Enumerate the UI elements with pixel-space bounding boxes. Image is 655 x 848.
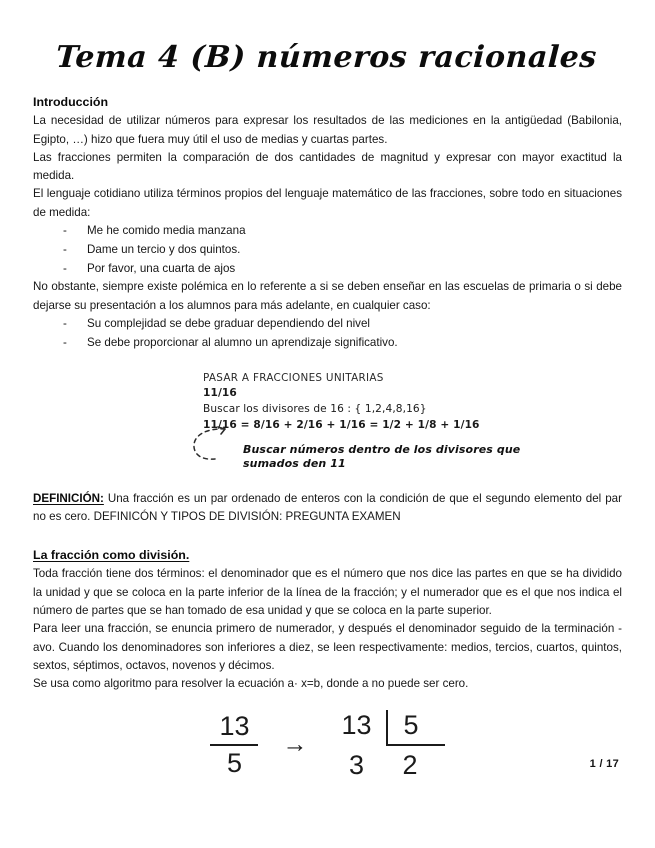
fraction-13-5 xyxy=(210,711,258,778)
fd-paragraph-2: Para leer una fracción, se enuncia primero de numerador, y después el denominador seguido de la terminación -avo. Cuando los denominadores son inferiores a diez, se leen respectivamente: medios, tercios, cuartos, quintos, sextos, séptimos, octavos, novenos y décimos. xyxy=(33,622,622,672)
fraction-numerator: 13 xyxy=(219,711,250,741)
division-figure xyxy=(33,710,622,780)
definicion-label: DEFINICIÓN: xyxy=(33,491,104,505)
list-item: - Me he comido media manzana xyxy=(63,222,622,241)
intro-paragraph-2: Las fracciones permiten la comparación de dos cantidades de magnitud y expresar con mayor exactitud la medida. xyxy=(33,150,622,183)
note-decomposition: 11/16 = 8/16 + 2/16 + 1/16 = 1/2 + 1/8 + 1/16 xyxy=(203,419,480,432)
division-dividend: 13 xyxy=(341,709,372,740)
page-title: Tema 4 (B) números racionales xyxy=(55,40,598,75)
intro-paragraph-4: No obstante, siempre existe polémica en lo referente a si se deben enseñar en las escuelas de primaria o si debe dejarse su presentación a los alumnos para más adelante, en cualquier caso: xyxy=(33,280,622,312)
list-item: - Su complejidad se debe graduar dependiendo del nivel xyxy=(63,315,622,334)
definicion-text: Una fracción es un par ordenado de enteros con la condición de que el segundo elemento del par no es cero. DEFINICÓN Y TIPOS DE DIVISIÓN: PREGUNTA EXAMEN xyxy=(33,491,622,524)
fd-paragraph-3: Se usa como algoritmo para resolver la ecuación a· x=b, donde a no puede ser cero. xyxy=(33,677,469,691)
note-fraction: 11/16 xyxy=(203,387,237,400)
considerations-list xyxy=(33,315,622,353)
note-divisors: Buscar los divisores de 16 : { 1,2,4,8,16} xyxy=(203,403,427,416)
list-item: - Se debe proporcionar al alumno un aprendizaje significativo. xyxy=(63,334,622,353)
long-division xyxy=(331,710,444,780)
fraction-denominator: 5 xyxy=(226,748,242,779)
division-divisor: 5 xyxy=(386,710,445,746)
fd-paragraph-1: Toda fracción tiene dos términos: el denominador que es el número que nos dice las partes en que se ha dividido la unidad y que se coloca en la parte inferior de la línea de la fracción; y el numerador que es el que nos indica el número de partes que se han tomado de esa unidad y que se coloca en la parte superior. xyxy=(33,567,622,617)
examples-list xyxy=(33,222,622,278)
note-title: PASAR A FRACCIONES UNITARIAS xyxy=(203,371,384,384)
heading-fraccion-como-division: La fracción como división. xyxy=(33,547,190,562)
list-item: - Por favor, una cuarta de ajos xyxy=(63,260,622,279)
note-callout: Buscar números dentro de los divisores que sumados den 11 xyxy=(243,442,521,471)
handwritten-note xyxy=(33,371,622,472)
right-arrow-icon: → xyxy=(282,730,308,759)
list-item: - Dame un tercio y dos quintos. xyxy=(63,241,622,260)
division-quotient: 2 xyxy=(402,749,418,780)
definicion-paragraph xyxy=(33,490,622,527)
intro-paragraph-1: La necesidad de utilizar números para expresar los resultados de las mediciones en la antigüedad (Babilonia, Egipto, …) hizo que fuera muy útil el uso de medias y cuartas partes. xyxy=(33,114,622,146)
division-remainder: 3 xyxy=(348,749,365,780)
fraction-bar xyxy=(210,744,258,746)
intro-paragraph-3: El lenguaje cotidiano utiliza términos propios del lenguaje matemático de las fracciones, sobre todo en situaciones de medida: xyxy=(33,187,622,219)
heading-introduccion: Introducción xyxy=(33,94,109,109)
page-number: 1 / 17 xyxy=(589,758,619,770)
